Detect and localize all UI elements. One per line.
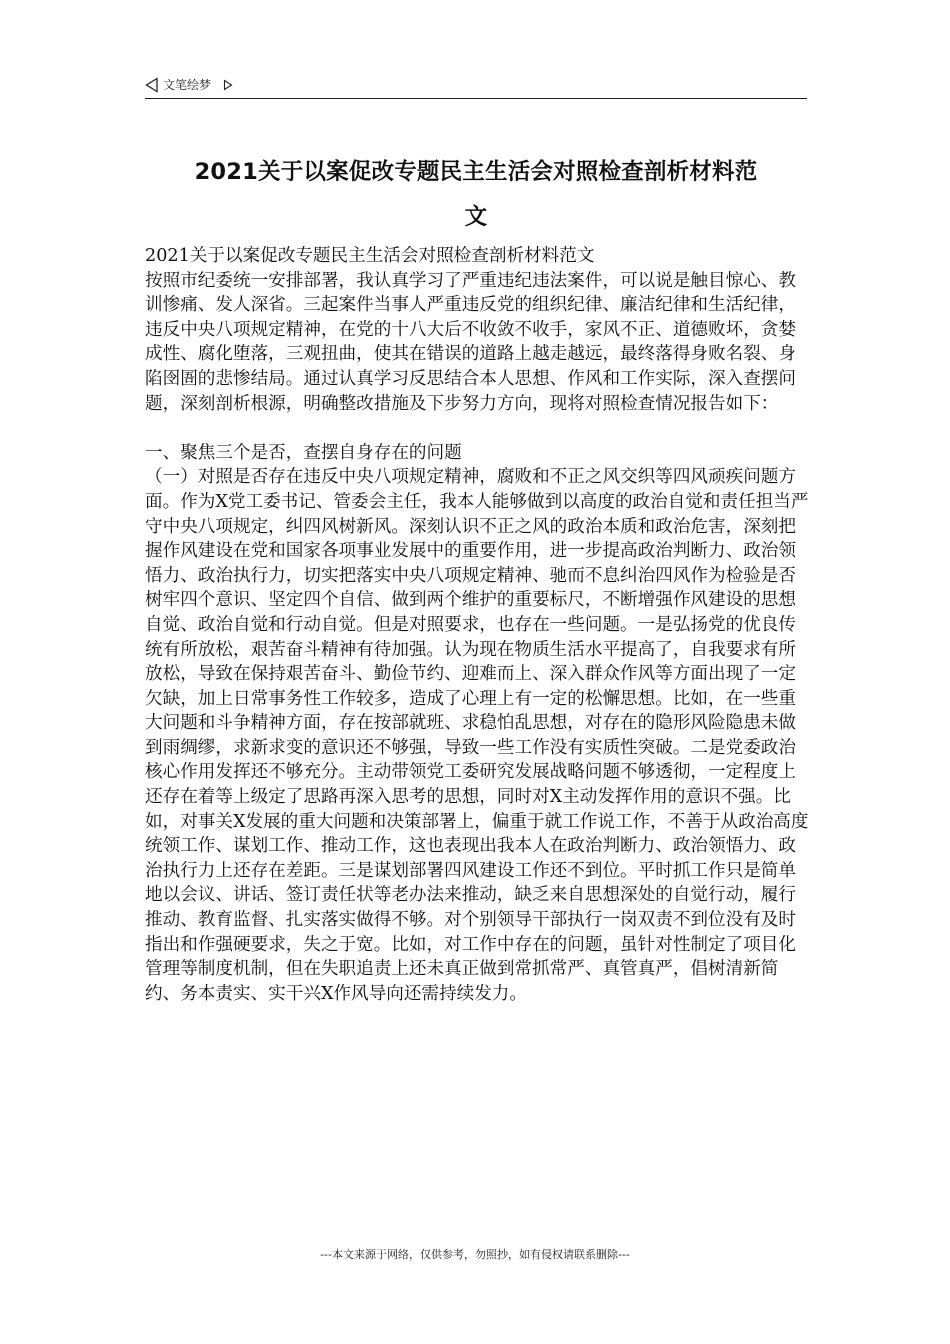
- triangle-right-icon: [223, 79, 233, 91]
- header-brand-name: 文笔绘梦: [163, 78, 212, 92]
- document-title-line-2: 文: [464, 204, 488, 230]
- body-section-heading: 一、聚焦三个是否，查摆自身存在的问题: [145, 442, 462, 463]
- document-body: [145, 244, 813, 1006]
- body-paragraph-intro: 按照市纪委统一安排部署，我认真学习了严重违纪违法案件，可以说是触目惊心、教训惨痛、发人深省。三起案件当事人严重违反党的组织纪律、廉洁纪律和生活纪律，违反中央八项规定精神，在党的十八大后不收敛不收手，家风不正、道德败坏，贪婪成性、腐化堕落，三观扭曲，使其在错误的道路上越走越远，最终落得身败名裂、身陷囹圄的悲惨结局。通过认真学习反思结合本人思想、作风和工作实际，深入查摆问题，深刻剖析根源，明确整改措施及下步努力方向，现将对照检查情况报告如下：: [145, 270, 796, 414]
- document-title: [145, 150, 807, 240]
- header-brand-group: [145, 76, 233, 93]
- triangle-left-icon: [145, 77, 159, 93]
- paragraph-spacer: [145, 416, 813, 441]
- footer-disclaimer: ---本文来源于网络，仅供参考，勿照抄，如有侵权请联系删除---: [320, 1248, 630, 1261]
- document-title-line-1: 2021关于以案促改专题民主生活会对照检查剖析材料范: [194, 159, 758, 185]
- page-header: [145, 76, 807, 99]
- body-paragraph-section-1: （一）对照是否存在违反中央八项规定精神，腐败和不正之风交织等四风顽疾问题方面。作为X党工委书记、管委会主任，我本人能够做到以高度的政治自觉和责任担当严守中央八项规定，纠四风树新风。深刻认识不正之风的政治本质和政治危害，深刻把握作风建设在党和国家各项事业发展中的重要作用，进一步提高政治判断力、政治领悟力、政治执行力，切实把落实中央八项规定精神、驰而不息纠治四风作为检验是否树牢四个意识、坚定四个自信、做到两个维护的重要标尺，不断增强作风建设的思想自觉、政治自觉和行动自觉。但是对照要求，也存在一些问题。一是弘扬党的优良传统有所放松，艰苦奋斗精神有待加强。认为现在物质生活水平提高了，自我要求有所放松，导致在保持艰苦奋斗、勤俭节约、迎难而上、深入群众作风等方面出现了一定欠缺，加上日常事务性工作较多，造成了心理上有一定的松懈思想。比如，在一些重大问题和斗争精神方面，存在按部就班、求稳怕乱思想，对存在的隐形风险隐患未做到雨绸缪，求新求变的意识还不够强，导致一些工作没有实质性突破。二是党委政治核心作用发挥还不够充分。主动带领党工委研究发展战略问题不够透彻，一定程度上还存在着等上级定了思路再深入思考的思想，同时对X主动发挥作用的意识不强。比如，对事关X发展的重大问题和决策部署上，偏重于就工作说工作，不善于从政治高度统领工作、谋划工作、推动工作，这也表现出我本人在政治判断力、政治领悟力、政治执行力上还存在差距。三是谋划部署四风建设工作还不到位。平时抓工作只是简单地以会议、讲话、签订责任状等老办法来推动，缺乏来自思想深处的自觉行动，履行推动、教育监督、扎实落实做得不够。对个别领导干部执行一岗双责不到位没有及时指出和作强硬要求，失之于宽。比如，对工作中存在的问题，虽针对性制定了项目化管理等制度机制，但在失职追责上还未真正做到常抓常严、真管真严，倡树清新简约、务本责实、实干兴X作风导向还需持续发力。: [145, 467, 809, 1004]
- body-paragraph-subtitle: 2021关于以案促改专题民主生活会对照检查剖析材料范文: [145, 246, 595, 266]
